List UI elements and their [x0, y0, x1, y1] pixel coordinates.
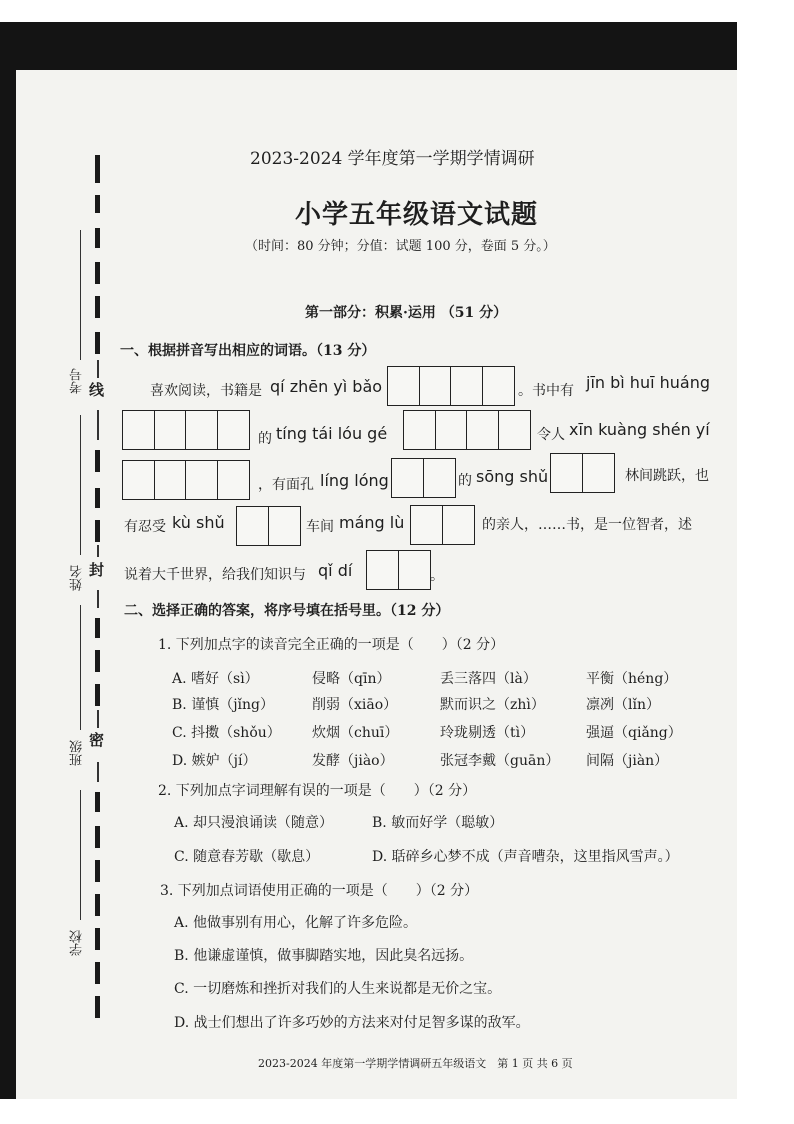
q1-heading: 一、根据拼音写出相应的词语。（13 分）: [120, 343, 376, 359]
binding-line: [97, 710, 99, 728]
binding-dash: [95, 296, 100, 318]
option-text: 平衡（héng）: [586, 671, 678, 687]
option-d: D. 嫉妒（jí）: [172, 753, 257, 769]
seal-char-mi: 密: [87, 732, 105, 747]
binding-line: [97, 410, 99, 440]
label-banji: 班级: [70, 740, 85, 766]
option-d: D. 聒碎乡心梦不成（声音嘈杂，这里指风雪声。）: [372, 849, 679, 865]
q1-text: 喜欢阅读，书籍是: [150, 383, 262, 399]
q1-text: 。: [430, 568, 444, 584]
seal-char-xian: 线: [87, 382, 105, 397]
binding-dash: [95, 792, 100, 812]
fill-line-xingming[interactable]: [80, 415, 81, 555]
option-a: A. 他做事别有用心，化解了许多危险。: [174, 915, 418, 931]
option-b: B. 谨慎（jǐng）: [172, 697, 274, 713]
fill-line-banji[interactable]: [80, 605, 81, 730]
binding-dash: [95, 155, 100, 183]
fill-line-kaohao[interactable]: [80, 230, 81, 360]
q1-text: ，有面孔: [258, 477, 314, 493]
pinyin: kù shǔ: [172, 513, 225, 532]
pinyin: sōng shǔ: [476, 467, 549, 486]
pinyin: xīn kuàng shén yí: [569, 420, 710, 439]
option-text: 张冠李戴（guān）: [440, 753, 560, 769]
binding-dash: [95, 332, 100, 354]
binding-dash: [95, 860, 100, 882]
pinyin: máng lù: [339, 513, 405, 532]
pinyin: jīn bì huī huáng: [586, 373, 710, 392]
option-b: B. 敏而好学（聪敏）: [372, 815, 504, 831]
binding-dash: [95, 962, 100, 984]
option-c: C. 抖擞（shǒu）: [172, 725, 281, 741]
option-text: 默而识之（zhì）: [440, 697, 545, 713]
binding-line: [97, 545, 99, 557]
q2-3-stem: 3. 下列加点词语使用正确的一项是（ ）（2 分）: [160, 883, 479, 899]
label-xuexiao: 学校: [70, 930, 85, 956]
binding-dash: [95, 650, 100, 672]
binding-dash: [95, 228, 100, 248]
answer-boxes-2[interactable]: [410, 505, 473, 545]
binding-dash: [95, 618, 100, 638]
binding-dash: [95, 928, 100, 950]
answer-boxes-4[interactable]: [387, 366, 513, 406]
option-a: A. 却只漫浪诵读（随意）: [174, 815, 334, 831]
q1-text: 的: [258, 431, 272, 447]
answer-boxes-4[interactable]: [403, 410, 529, 450]
q1-text: 。书中有: [518, 383, 574, 399]
part-heading: 第一部分：积累·运用 （51 分）: [305, 305, 508, 321]
option-text: 炊烟（chuī）: [312, 725, 399, 741]
q1-text: 的亲人，……书，是一位智者，述: [482, 517, 692, 533]
label-xingming: 姓名: [70, 565, 85, 591]
option-text: 强逼（qiǎng）: [586, 725, 682, 741]
option-text: 发酵（jiào）: [312, 753, 394, 769]
answer-boxes-2[interactable]: [236, 506, 299, 546]
q1-text: 说着大千世界，给我们知识与: [124, 567, 306, 583]
answer-boxes-2[interactable]: [366, 550, 429, 590]
q1-text: 林间跳跃，也: [625, 468, 709, 484]
exam-main-title: 小学五年级语文试题: [295, 200, 539, 230]
binding-line: [97, 762, 99, 782]
option-d: D. 战士们想出了许多巧妙的方法来对付足智多谋的敌军。: [174, 1015, 530, 1031]
answer-boxes-4[interactable]: [122, 460, 248, 500]
q1-text: 令人: [537, 427, 565, 443]
binding-dash: [95, 894, 100, 916]
label-kaohao: 考号: [70, 368, 85, 394]
q2-heading: 二、选择正确的答案，将序号填在括号里。（12 分）: [124, 603, 450, 619]
option-text: 削弱（xiāo）: [312, 697, 398, 713]
pinyin: qǐ dí: [318, 561, 353, 580]
option-b: B. 他谦虚谨慎，做事脚踏实地，因此臭名远扬。: [174, 948, 474, 964]
option-text: 凛冽（lǐn）: [586, 697, 660, 713]
pinyin: tíng tái lóu gé: [276, 424, 388, 443]
page-footer: 2023-2024 年度第一学期学情调研五年级语文 第 1 页 共 6 页: [258, 1057, 573, 1070]
option-a: A. 嗜好（sì）: [172, 671, 259, 687]
pinyin: líng lóng: [320, 471, 389, 490]
binding-dash: [95, 195, 100, 213]
exam-time-note: （时间：80 分钟；分值：试题 100 分，卷面 5 分。）: [245, 239, 556, 254]
seal-char-feng: 封: [87, 562, 105, 577]
answer-boxes-4[interactable]: [122, 410, 248, 450]
fill-line-xuexiao[interactable]: [80, 790, 81, 920]
q2-2-stem: 2. 下列加点字词理解有误的一项是（ ）（2 分）: [158, 783, 477, 799]
q1-text: 有忍受: [124, 519, 166, 535]
binding-dash: [95, 996, 100, 1018]
binding-line: [97, 590, 99, 608]
binding-line: [97, 360, 99, 378]
answer-boxes-2[interactable]: [550, 453, 613, 493]
binding-dash: [95, 488, 100, 508]
binding-dash: [95, 826, 100, 848]
q1-text: 的: [458, 473, 472, 489]
option-text: 丢三落四（là）: [440, 671, 537, 687]
q2-1-stem: 1. 下列加点字的读音完全正确的一项是（ ）（2 分）: [158, 637, 505, 653]
binding-dash: [95, 262, 100, 284]
exam-year-title: 2023-2024 学年度第一学期学情调研: [250, 149, 535, 169]
binding-dash: [95, 520, 100, 542]
option-c: C. 一切磨炼和挫折对我们的人生来说都是无价之宝。: [174, 981, 502, 997]
option-text: 间隔（jiàn）: [586, 753, 669, 769]
option-c: C. 随意春芳歇（歇息）: [174, 849, 320, 865]
pinyin: qí zhēn yì bǎo: [270, 377, 383, 396]
q1-text: 车间: [306, 519, 334, 535]
binding-dash: [95, 684, 100, 706]
binding-dash: [95, 450, 100, 472]
option-text: 玲珑剔透（tì）: [440, 725, 535, 741]
option-text: 侵略（qīn）: [312, 671, 391, 687]
answer-boxes-2[interactable]: [391, 458, 454, 498]
